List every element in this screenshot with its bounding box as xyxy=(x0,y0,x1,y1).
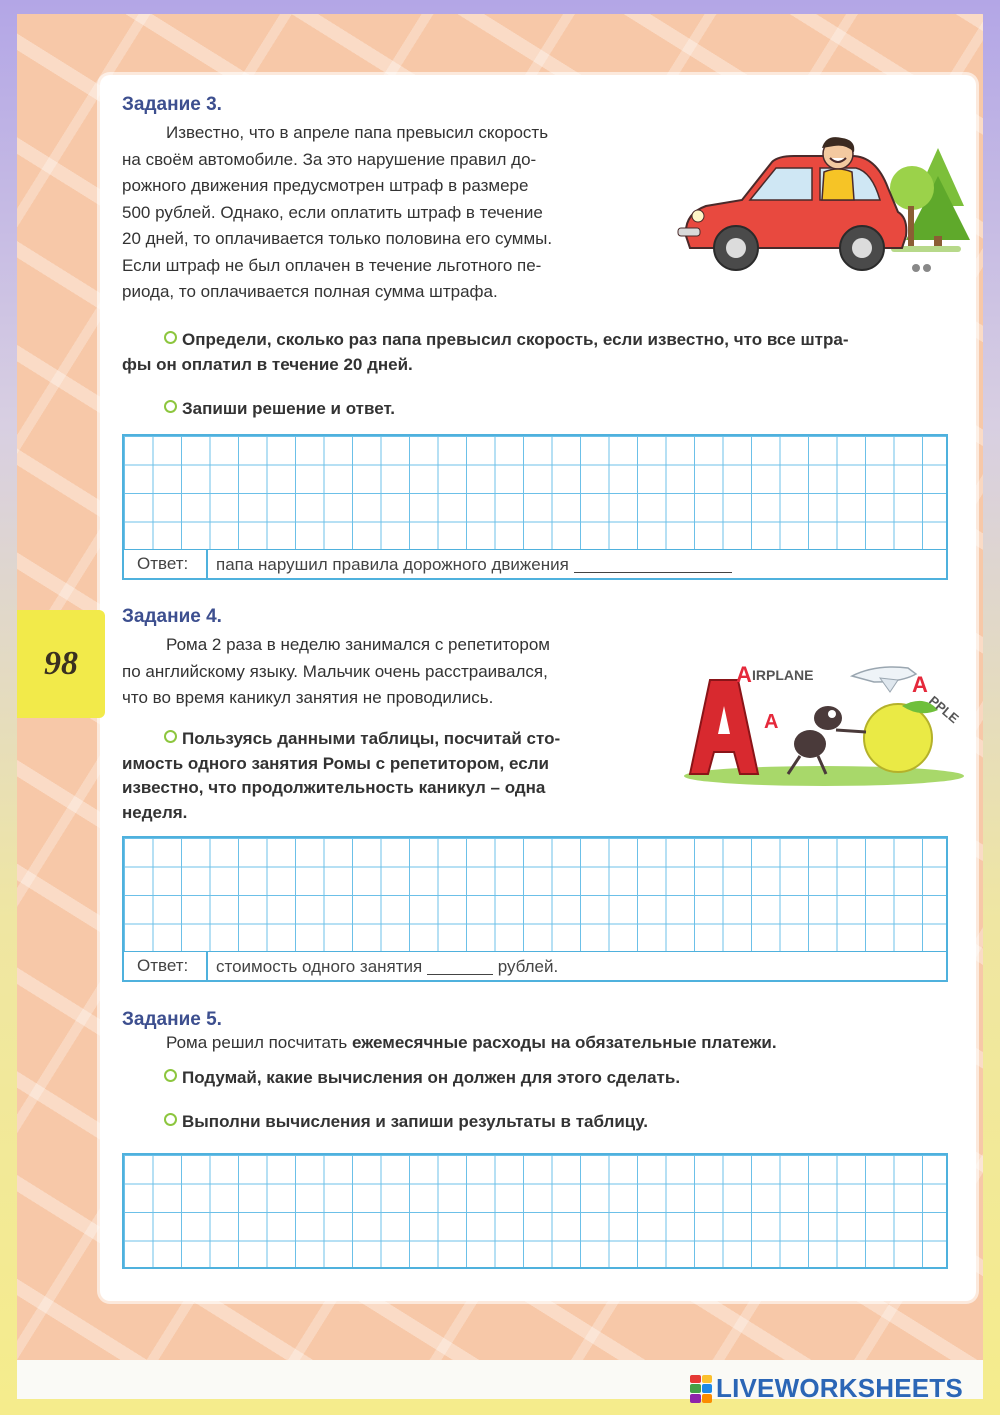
logo-badge-tile xyxy=(702,1394,713,1403)
logo-badge-tile xyxy=(690,1394,701,1403)
task4-line-2: по английскому языку. Мальчик очень расстраивался, xyxy=(122,661,548,681)
task3-line-2: на своём автомобиле. За это нарушение правил до- xyxy=(122,149,537,169)
task4-text xyxy=(122,632,638,712)
apple-word: PPLE xyxy=(926,692,962,727)
task4-line-3: что во время каникул занятия не проводились. xyxy=(122,688,494,707)
liveworksheets-logo[interactable] xyxy=(690,1373,963,1404)
logo-badge-icon xyxy=(690,1375,712,1403)
task4-instruction-line-1: Пользуясь данными таблицы, посчитай сто- xyxy=(182,729,561,748)
task3-line-7: риода, то оплачивается полная сумма штрафа. xyxy=(122,282,498,301)
task3-answer-blank[interactable] xyxy=(574,554,732,573)
task5-solution-grid[interactable] xyxy=(122,1153,948,1269)
task5-title: Задание 5. xyxy=(122,1009,222,1030)
car-front-hub xyxy=(726,238,746,258)
task3-answer-text: папа нарушил правила дорожного движения xyxy=(216,554,569,574)
task4-instruction-line-2: имость одного занятия Ромы с репетитором, если xyxy=(122,753,549,773)
ant-head xyxy=(814,706,842,730)
task5-intro-plain: Рома решил посчитать xyxy=(166,1033,352,1052)
task4-answer-label: Ответ: xyxy=(124,952,208,980)
task3-instruction-2-text: Запиши решение и ответ. xyxy=(182,399,395,418)
task4-instruction-line-4: неделя. xyxy=(122,802,188,822)
task5-instruction-1 xyxy=(122,1066,970,1091)
task5-instruction-2 xyxy=(122,1110,970,1135)
task5-intro xyxy=(122,1030,922,1057)
task3-line-4: 500 рублей. Однако, если оплатить штраф в течение xyxy=(122,202,543,222)
task4-answer-text-after: рублей. xyxy=(497,956,559,976)
task3-instruction-1-line-1: Определи, сколько раз папа превысил скорость, если известно, что все штра- xyxy=(182,330,849,349)
bullet-icon xyxy=(164,400,177,413)
task5-instruction-1-text: Подумай, какие вычисления он должен для этого сделать. xyxy=(182,1068,681,1087)
airplane-first-letter: A xyxy=(736,662,752,687)
task3-text xyxy=(122,120,638,306)
exhaust-puff-1 xyxy=(912,264,920,272)
task3-instruction-1 xyxy=(122,328,970,377)
logo-text: LIVEWORKSHEETS xyxy=(716,1373,963,1403)
logo-badge-tile xyxy=(690,1375,701,1384)
car-headlight xyxy=(692,210,704,222)
task3-answer-text-container xyxy=(208,554,732,575)
car-illustration xyxy=(676,136,974,278)
logo-badge-tile xyxy=(690,1384,701,1393)
task3-line-5: 20 дней, то оплачивается только половина его суммы. xyxy=(122,229,553,248)
task4-instruction-line-3: известно, что продолжительность каникул – одна xyxy=(122,778,546,797)
car-rear-hub xyxy=(852,238,872,258)
apple xyxy=(864,704,932,772)
task4-answer-text-container xyxy=(208,956,558,977)
task3-line-3: рожного движения предусмотрен штраф в размере xyxy=(122,176,529,195)
task4-answer-text-before: стоимость одного занятия xyxy=(216,956,423,976)
task4-answer-blank[interactable] xyxy=(427,956,493,975)
ant-body xyxy=(794,730,826,758)
task5-intro-bold: ежемесячные расходы на обязательные платежи. xyxy=(351,1033,777,1052)
airplane-wing xyxy=(880,678,898,692)
round-tree-trunk xyxy=(908,206,914,246)
task3-title: Задание 3. xyxy=(122,94,222,115)
task3-line-1: Известно, что в апреле папа превысил скорость xyxy=(166,123,549,142)
page-number-tab xyxy=(17,610,105,718)
bullet-icon xyxy=(164,1113,177,1126)
round-tree xyxy=(890,166,934,210)
task3-instruction-2 xyxy=(122,397,970,422)
task4-answer-row xyxy=(122,952,948,982)
logo-badge-tile xyxy=(702,1384,713,1393)
task5-instruction-2-text: Выполни вычисления и запиши результаты в таблицу. xyxy=(182,1112,648,1131)
ant-eye xyxy=(828,710,836,718)
bullet-icon xyxy=(164,1069,177,1082)
task4-solution-grid[interactable] xyxy=(122,836,948,953)
bullet-icon xyxy=(164,730,177,743)
task4-title: Задание 4. xyxy=(122,606,222,627)
task3-instruction-1-line-2: фы он оплатил в течение 20 дней. xyxy=(122,354,413,374)
driver-shirt xyxy=(822,169,854,200)
alphabet-illustration xyxy=(676,648,968,788)
ant-letter: A xyxy=(764,711,779,733)
task4-line-1: Рома 2 раза в неделю занимался с репетитором xyxy=(166,635,550,654)
car-bumper xyxy=(678,228,700,236)
logo-badge-tile xyxy=(702,1375,713,1384)
page-number: 98 xyxy=(44,645,78,682)
bullet-icon xyxy=(164,331,177,344)
task3-solution-grid[interactable] xyxy=(122,434,948,551)
task3-answer-label: Ответ: xyxy=(124,550,208,578)
task3-line-6: Если штраф не был оплачен в течение льготного пе- xyxy=(122,255,542,275)
task4-instruction xyxy=(122,727,638,825)
airplane-word: IRPLANE xyxy=(752,667,814,683)
apple-first-letter: A xyxy=(912,672,928,697)
exhaust-puff-2 xyxy=(923,264,931,272)
ant-arm xyxy=(836,730,866,732)
task3-answer-row xyxy=(122,550,948,580)
